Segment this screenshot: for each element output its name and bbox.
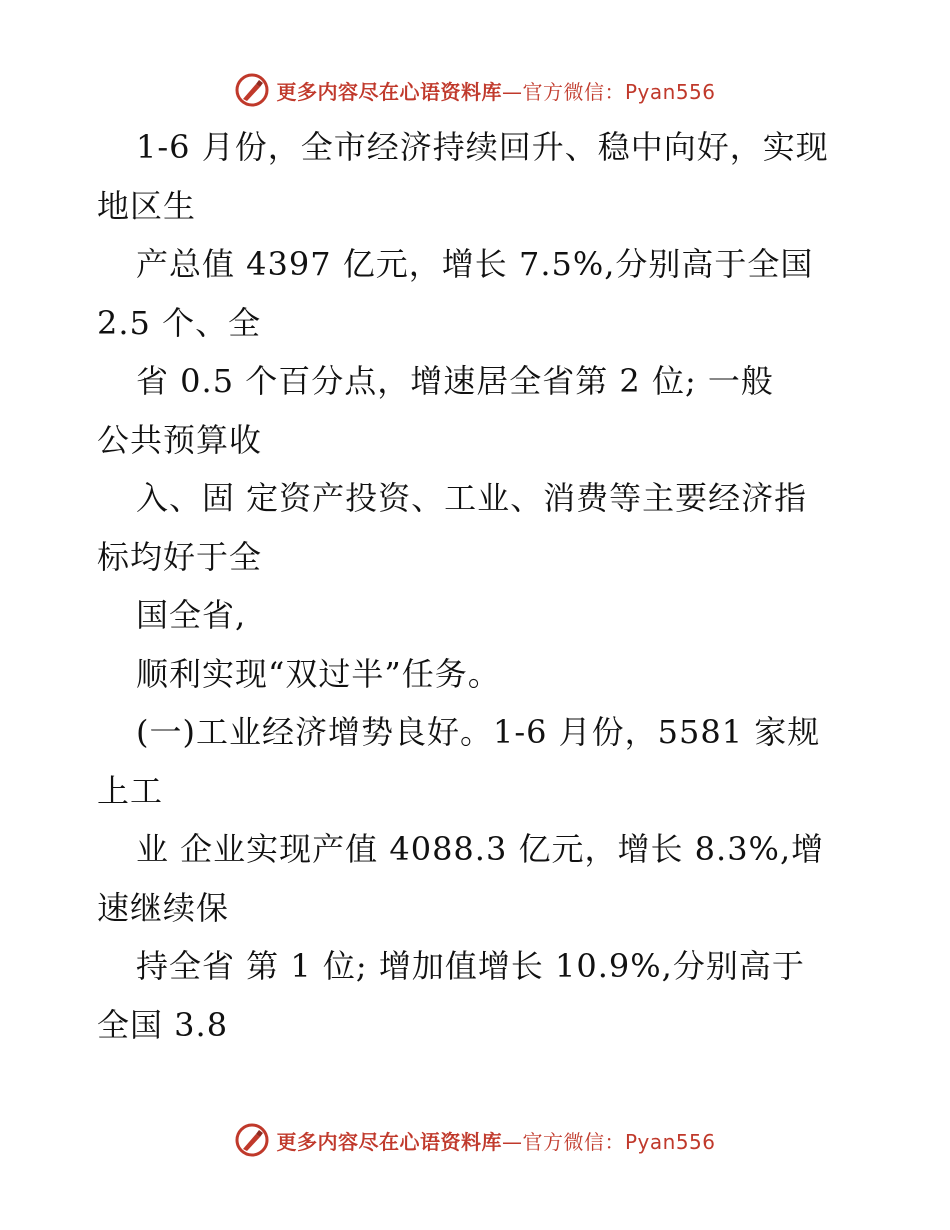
- watermark-sub-text: 官方微信：: [522, 79, 625, 104]
- text-line-16: 全国 3.8: [97, 1005, 229, 1044]
- text-line-3: 产总值 4397 亿元，增长 7.5%,分别高于全国: [136, 245, 814, 283]
- text-line-1: 1-6 月份，全市经济持续回升、稳中向好，实现: [136, 128, 829, 166]
- document-body: [97, 118, 857, 1054]
- text-line-4: 2.5 个、全: [97, 303, 262, 342]
- text-line-12: 上工: [97, 771, 164, 810]
- watermark-sub-text: 官方微信：: [522, 1129, 625, 1154]
- pen-circle-logo-icon: [234, 72, 270, 108]
- text-line-9: 国全省,: [136, 596, 247, 634]
- watermark-main-text: 更多内容尽在心语资料库: [276, 1129, 502, 1154]
- watermark-separator: —: [501, 1129, 523, 1154]
- header-watermark: [0, 70, 950, 110]
- watermark-separator: —: [501, 79, 523, 104]
- text-line-11: (一)工业经济增势良好。1-6 月份，5581 家规: [136, 713, 821, 751]
- watermark-main-text: 更多内容尽在心语资料库: [276, 79, 502, 104]
- text-line-5: 省 0.5 个百分点，增速居全省第 2 位; 一般: [136, 362, 774, 400]
- watermark-id-text: Pyan556: [624, 1129, 716, 1154]
- text-line-7: 入、固 定资产投资、工业、消费等主要经济指: [136, 479, 808, 517]
- text-line-8: 标均好于全: [97, 537, 263, 576]
- text-line-6: 公共预算收: [97, 420, 263, 459]
- text-line-10: 顺利实现“双过半”任务。: [136, 654, 501, 693]
- text-line-2: 地区生: [97, 186, 197, 225]
- text-line-13: 业 企业实现产值 4088.3 亿元，增长 8.3%,增: [136, 830, 825, 868]
- watermark-id-text: Pyan556: [624, 79, 716, 104]
- text-line-14: 速继续保: [97, 888, 230, 927]
- pen-circle-logo-icon: [234, 1122, 270, 1158]
- text-line-15: 持全省 第 1 位; 增加值增长 10.9%,分别高于: [136, 947, 805, 985]
- footer-watermark: [0, 1120, 950, 1160]
